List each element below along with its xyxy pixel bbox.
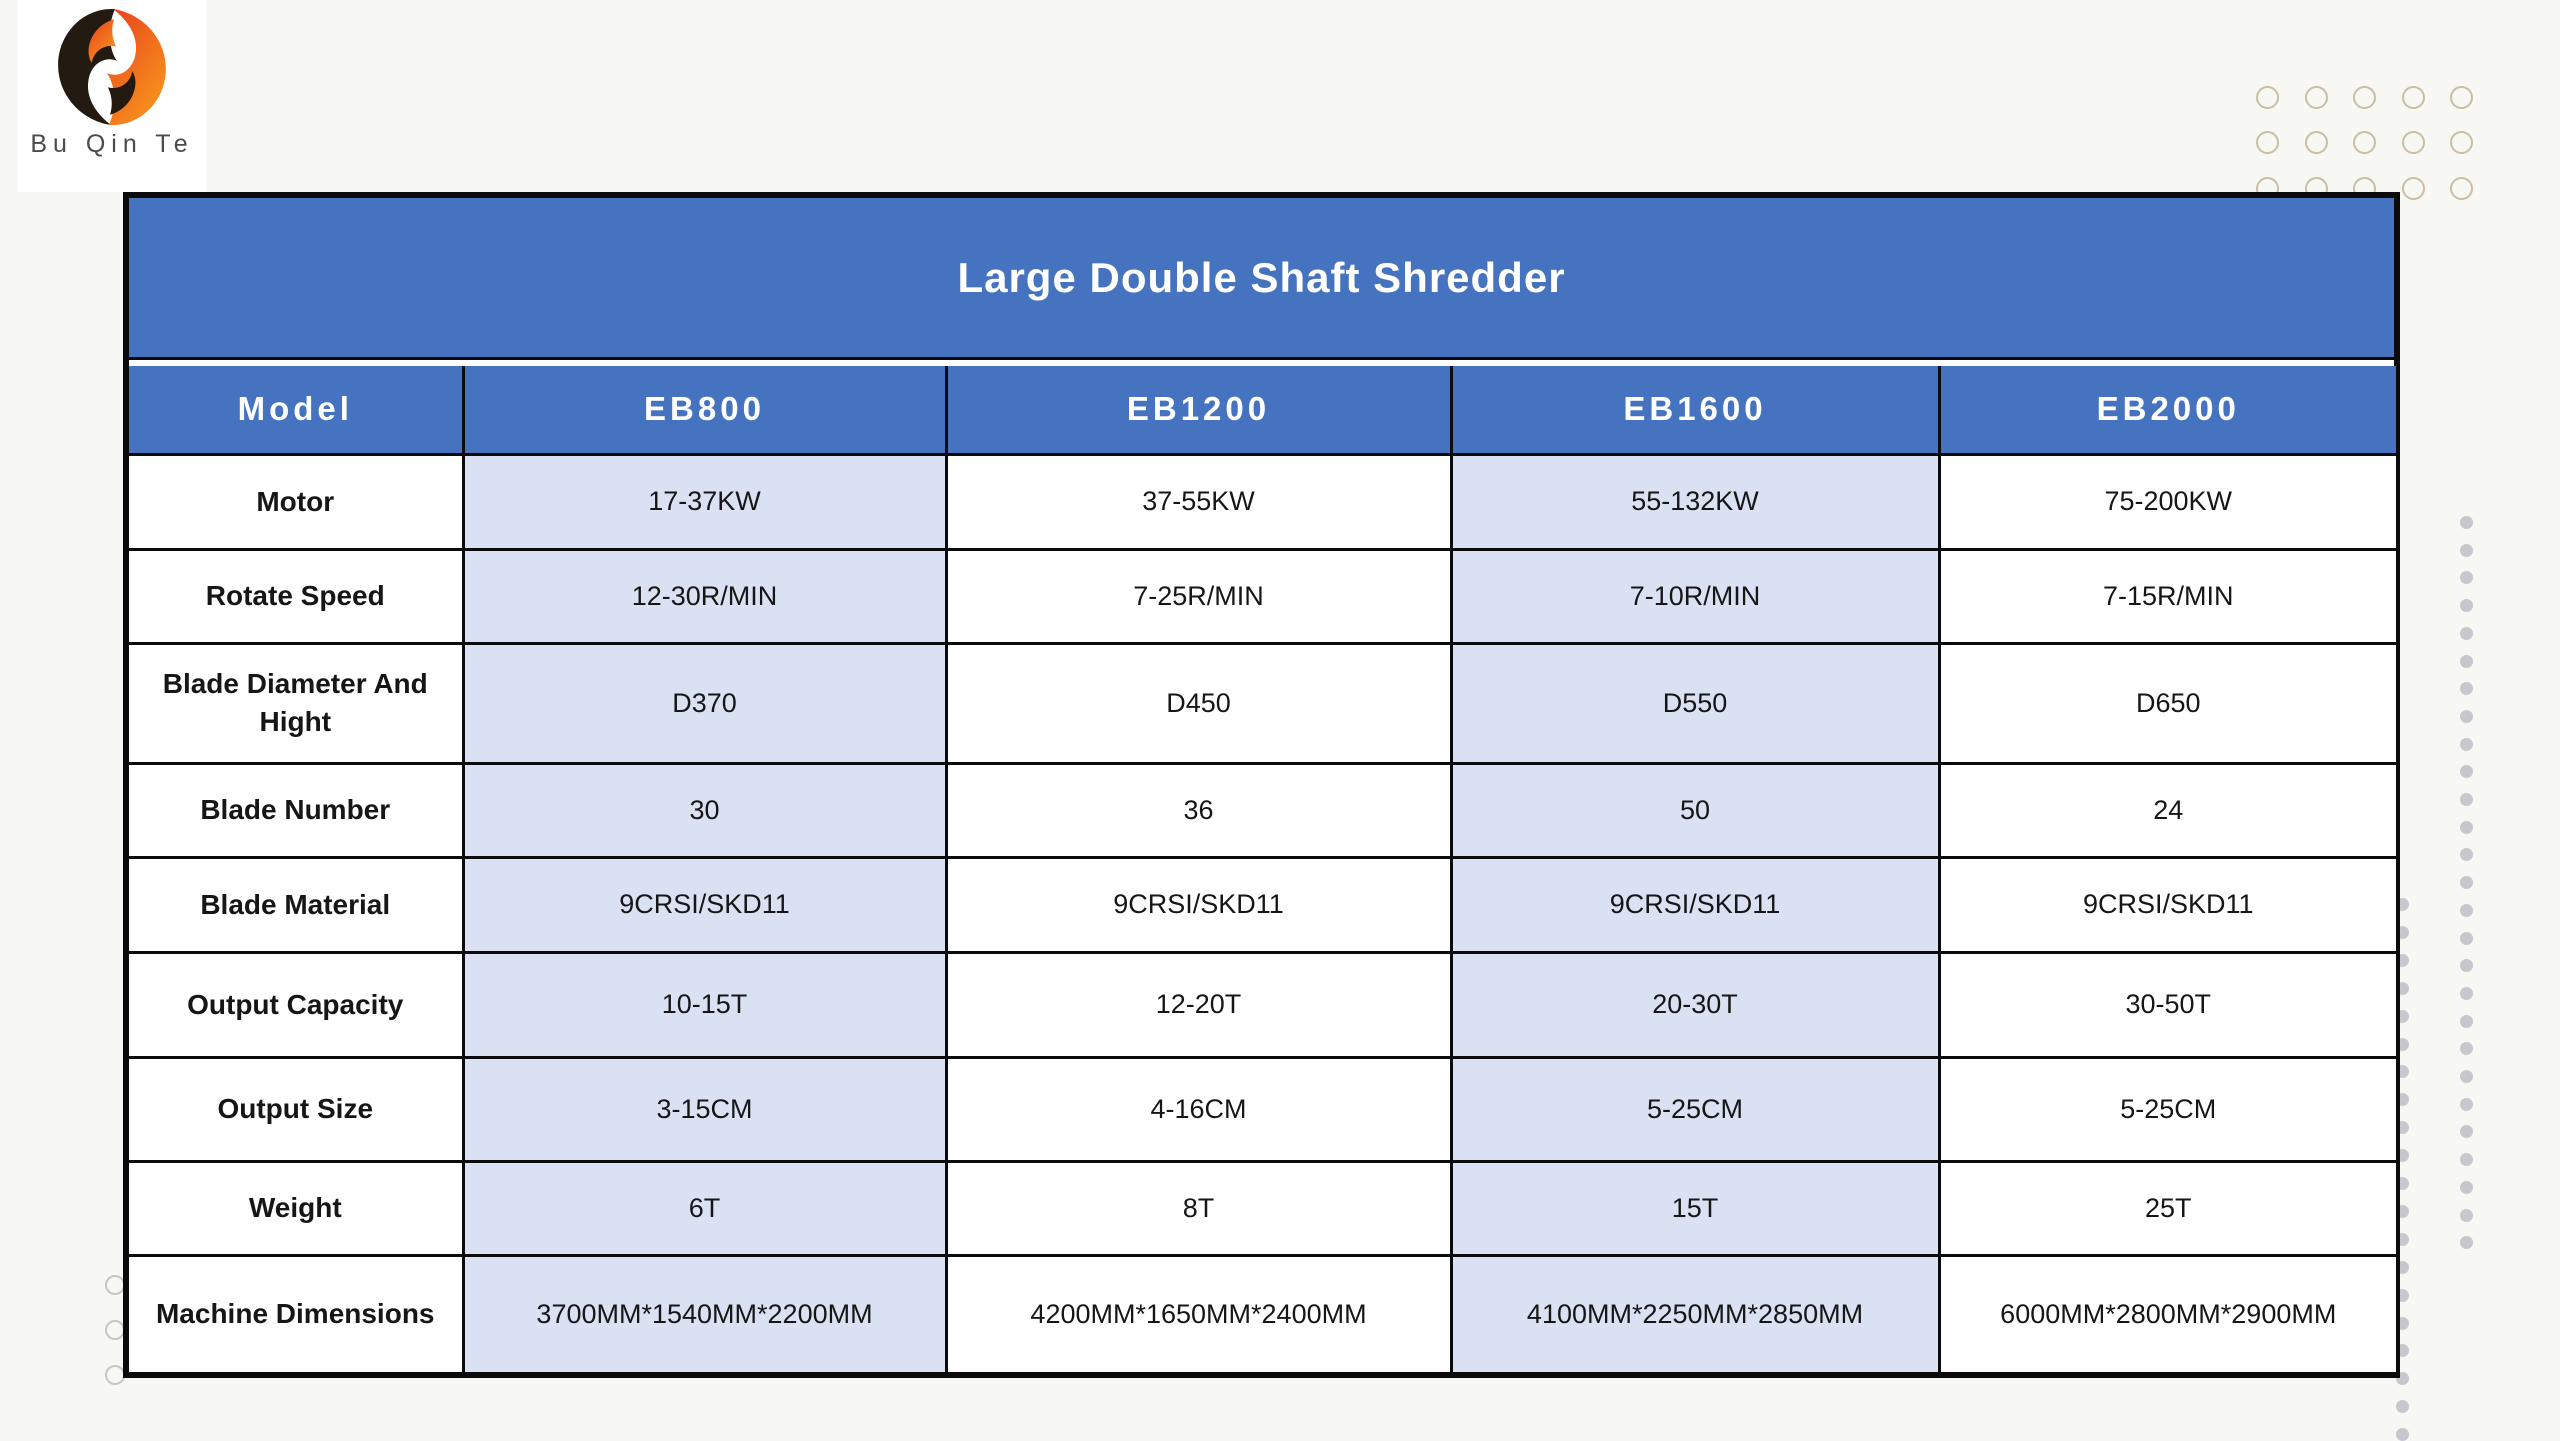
decorative-dot — [2460, 932, 2473, 945]
column-header-eb1600: EB1600 — [1451, 366, 1939, 454]
decorative-ring — [2305, 131, 2328, 154]
spec-value-cell: 25T — [1939, 1161, 2396, 1255]
spec-value-cell: 37-55KW — [946, 454, 1451, 549]
column-header-eb800: EB800 — [463, 366, 946, 454]
row-label-cell: Weight — [129, 1161, 463, 1255]
decorative-ring — [2450, 177, 2473, 200]
spec-row — [129, 549, 2396, 643]
spec-value-cell: 9CRSI/SKD11 — [1939, 857, 2396, 952]
spec-row — [129, 1161, 2396, 1255]
decorative-dot — [2460, 1125, 2473, 1138]
decorative-ring — [2305, 86, 2328, 109]
decorative-dot — [2396, 1428, 2409, 1441]
decorative-ring — [2402, 86, 2425, 109]
header-row — [129, 366, 2396, 454]
decorative-dot — [2460, 1042, 2473, 1055]
decorative-ring — [2450, 86, 2473, 109]
spec-row — [129, 643, 2396, 763]
spec-value-cell: 5-25CM — [1451, 1057, 1939, 1161]
spec-value-cell: 7-15R/MIN — [1939, 549, 2396, 643]
spec-value-cell: 36 — [946, 763, 1451, 857]
column-header-eb2000: EB2000 — [1939, 366, 2396, 454]
decorative-dot — [2460, 765, 2473, 778]
decorative-ring — [105, 1275, 125, 1295]
spec-value-cell: 12-30R/MIN — [463, 549, 946, 643]
row-label-cell: Blade Diameter And Hight — [129, 643, 463, 763]
spec-value-cell: D650 — [1939, 643, 2396, 763]
row-label-cell: Machine Dimensions — [129, 1255, 463, 1372]
spec-value-cell: 55-132KW — [1451, 454, 1939, 549]
spec-value-cell: 4-16CM — [946, 1057, 1451, 1161]
spec-row — [129, 1255, 2396, 1372]
logo-mark-icon — [51, 6, 173, 128]
decorative-ring — [2256, 131, 2279, 154]
row-label-cell: Output Capacity — [129, 952, 463, 1057]
spec-value-cell: 9CRSI/SKD11 — [946, 857, 1451, 952]
row-label-cell: Rotate Speed — [129, 549, 463, 643]
spec-table — [129, 366, 2396, 1372]
spec-sheet — [123, 192, 2400, 1378]
brand-name: Bu Qin Te — [30, 130, 194, 158]
decorative-ring — [105, 1320, 125, 1340]
spec-value-cell: 75-200KW — [1939, 454, 2396, 549]
decorative-dot — [2460, 627, 2473, 640]
spec-row — [129, 763, 2396, 857]
spec-value-cell: 3-15CM — [463, 1057, 946, 1161]
decorative-dot — [2460, 987, 2473, 1000]
decorative-dot — [2460, 682, 2473, 695]
decorative-dot — [2460, 516, 2473, 529]
spec-value-cell: 6000MM*2800MM*2900MM — [1939, 1255, 2396, 1372]
spec-value-cell: 4100MM*2250MM*2850MM — [1451, 1255, 1939, 1372]
spec-value-cell: 15T — [1451, 1161, 1939, 1255]
spec-value-cell: 9CRSI/SKD11 — [1451, 857, 1939, 952]
decorative-ring — [2402, 177, 2425, 200]
row-label-cell: Blade Number — [129, 763, 463, 857]
decorative-dot — [2396, 1400, 2409, 1413]
decorative-dot — [2460, 1070, 2473, 1083]
row-label-cell: Motor — [129, 454, 463, 549]
table-title: Large Double Shaft Shredder — [957, 253, 1566, 301]
spec-value-cell: 24 — [1939, 763, 2396, 857]
spec-value-cell: 12-20T — [946, 952, 1451, 1057]
decorative-dot — [2460, 1236, 2473, 1249]
spec-value-cell: 8T — [946, 1161, 1451, 1255]
decorative-dot — [2460, 655, 2473, 668]
spec-row — [129, 952, 2396, 1057]
spec-value-cell: 4200MM*1650MM*2400MM — [946, 1255, 1451, 1372]
spec-value-cell: 7-25R/MIN — [946, 549, 1451, 643]
decorative-ring — [105, 1365, 125, 1385]
decorative-ring — [2353, 86, 2376, 109]
row-label-cell: Blade Material — [129, 857, 463, 952]
spec-value-cell: 9CRSI/SKD11 — [463, 857, 946, 952]
column-header-eb1200: EB1200 — [946, 366, 1451, 454]
decorative-dot — [2460, 738, 2473, 751]
spec-value-cell: 30 — [463, 763, 946, 857]
spec-value-cell: D450 — [946, 643, 1451, 763]
decorative-dot — [2460, 1153, 2473, 1166]
decorative-dot — [2460, 599, 2473, 612]
decorative-ring — [2450, 131, 2473, 154]
spec-value-cell: 50 — [1451, 763, 1939, 857]
decorative-dot — [2460, 959, 2473, 972]
decorative-ring — [2353, 131, 2376, 154]
decorative-ring — [2402, 131, 2425, 154]
decorative-dot — [2460, 1098, 2473, 1111]
column-header-model: Model — [129, 366, 463, 454]
spec-value-cell: D550 — [1451, 643, 1939, 763]
spec-row — [129, 454, 2396, 549]
decorative-dot — [2460, 1015, 2473, 1028]
spec-row — [129, 1057, 2396, 1161]
spec-value-cell: 3700MM*1540MM*2200MM — [463, 1255, 946, 1372]
spec-value-cell: 20-30T — [1451, 952, 1939, 1057]
decorative-dot — [2460, 1181, 2473, 1194]
spec-value-cell: 30-50T — [1939, 952, 2396, 1057]
decorative-dot — [2460, 904, 2473, 917]
decorative-dot — [2460, 821, 2473, 834]
decorative-dot — [2460, 876, 2473, 889]
row-label-cell: Output Size — [129, 1057, 463, 1161]
spec-value-cell: D370 — [463, 643, 946, 763]
spec-table-body — [129, 454, 2396, 1372]
decorative-dot — [2460, 1209, 2473, 1222]
spec-row — [129, 857, 2396, 952]
spec-value-cell: 10-15T — [463, 952, 946, 1057]
decorative-dot — [2460, 544, 2473, 557]
spec-value-cell: 17-37KW — [463, 454, 946, 549]
decorative-dot — [2460, 710, 2473, 723]
table-title-band — [129, 198, 2394, 360]
decorative-dot — [2460, 571, 2473, 584]
spec-value-cell: 5-25CM — [1939, 1057, 2396, 1161]
decorative-dot — [2460, 793, 2473, 806]
brand-logo — [18, 0, 206, 192]
spec-value-cell: 7-10R/MIN — [1451, 549, 1939, 643]
decorative-ring — [2256, 86, 2279, 109]
decorative-dot — [2460, 848, 2473, 861]
spec-value-cell: 6T — [463, 1161, 946, 1255]
